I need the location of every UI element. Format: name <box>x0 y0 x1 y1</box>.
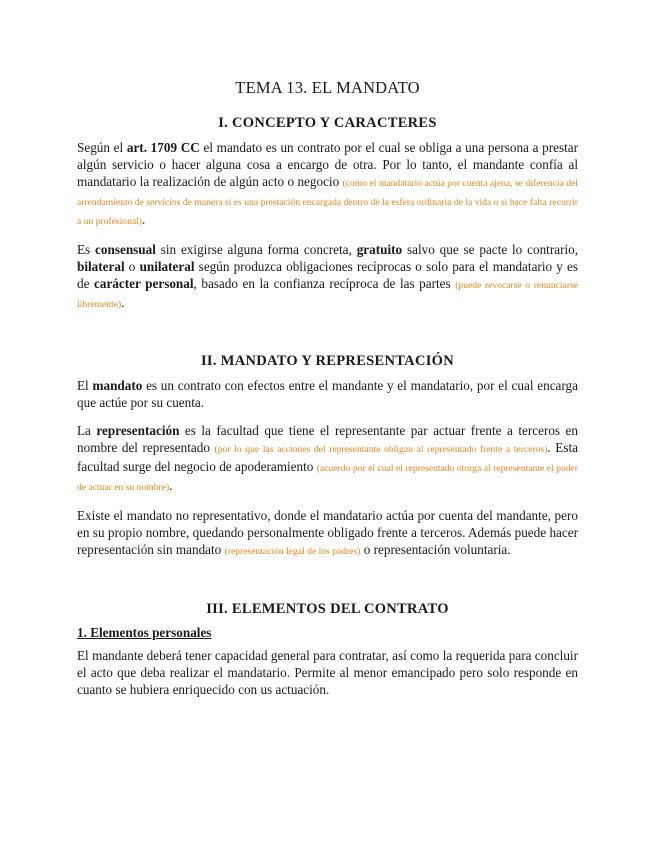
bold-term: unilateral <box>139 259 195 274</box>
bold-term: consensual <box>95 242 156 257</box>
text-run: Según el <box>77 140 127 155</box>
text-run: . <box>169 478 173 493</box>
section-elementos <box>77 601 578 698</box>
text-run: sin exigirse alguna forma concreta, <box>155 242 357 257</box>
text-run: . <box>142 212 146 227</box>
paragraph <box>77 377 578 411</box>
text-run: La <box>77 423 97 438</box>
text-run: el mandato es un contrato por el cual se obliga a una persona a prestar algún servicio o hacer alguna cosa a encargo de otra. Por lo tanto, el mandante confía al mandatario la realización de algún acto o negocio <box>77 140 578 189</box>
bold-term: carácter personal <box>94 276 194 291</box>
annotation-note: (como el mandatario actúa por cuenta ajena, se diferencia del arrendamiento de servicios de manera si es una prestación encargada dentro de la esfera ordinaria de la vida o si hace falta recurrir a un profesional) <box>77 178 578 227</box>
bold-term: art. 1709 CC <box>126 140 200 155</box>
text-run: . Esta facultad surge del negocio de apoderamiento <box>77 440 578 474</box>
document-title: TEMA 13. EL MANDATO <box>235 78 420 97</box>
annotation-note: (acuerdo por el cual el representado otorga al representante el poder de actuar en su nombre) <box>77 463 578 493</box>
paragraph <box>77 241 578 313</box>
paragraph <box>77 507 578 560</box>
text-run: o representación voluntaria. <box>360 542 511 557</box>
annotation-note: (por lo que las acciones del representante obligan al representado frente a terceros) <box>214 444 548 455</box>
bold-term: bilateral <box>77 259 125 274</box>
text-run: salvo que se pacte lo contrario, <box>402 242 579 257</box>
bold-term: mandato <box>92 378 143 393</box>
paragraph <box>77 422 578 496</box>
paragraph <box>77 139 578 230</box>
text-run: o <box>124 259 140 274</box>
bold-term: gratuito <box>356 242 403 257</box>
section-title: III. ELEMENTOS DEL CONTRATO <box>206 601 449 617</box>
spacer <box>77 571 578 601</box>
document-page <box>77 78 578 709</box>
text-run: Es <box>77 242 96 257</box>
section-representacion <box>77 353 578 560</box>
spacer <box>77 324 578 353</box>
text-run: , basado en la confianza recíproca de las partes <box>193 276 456 291</box>
section-title: II. MANDATO Y REPRESENTACIÓN <box>200 353 455 369</box>
text-run: El mandante deberá tener capacidad general para contratar, así como la requerida para concluir el acto que deba realizar el mandatario. Permite al menor emancipado pero solo responde en cuanto se hubiera enriquecido con us actuación. <box>77 648 578 697</box>
text-run: Existe el mandato no representativo, donde el mandatario actúa por cuenta del mandante, pero en su propio nombre, quedando personalmente obligado frente a terceros. Además puede hacer representación sin mandato <box>77 508 578 557</box>
bold-term: representación <box>96 423 180 438</box>
annotation-note: (puede revocarse o renunciarse libremente) <box>77 280 579 310</box>
subsection-title: 1. Elementos personales <box>77 625 212 640</box>
section-concepto <box>77 115 578 313</box>
text-run: es la facultad que tiene el representante par actuar frente a terceros en nombre del representado <box>77 423 578 455</box>
text-run: El <box>77 378 93 393</box>
annotation-note: (representación legal de los padres) <box>224 546 361 557</box>
text-run: según produzca obligaciones recíprocas o solo para el mandatario y es de <box>77 259 579 291</box>
section-title: I. CONCEPTO Y CARACTERES <box>218 115 437 131</box>
paragraph <box>77 647 578 698</box>
text-run: . <box>121 295 125 310</box>
text-run: es un contrato con efectos entre el mandante y el mandatario, por el cual encarga que actúe por su cuenta. <box>77 378 578 410</box>
